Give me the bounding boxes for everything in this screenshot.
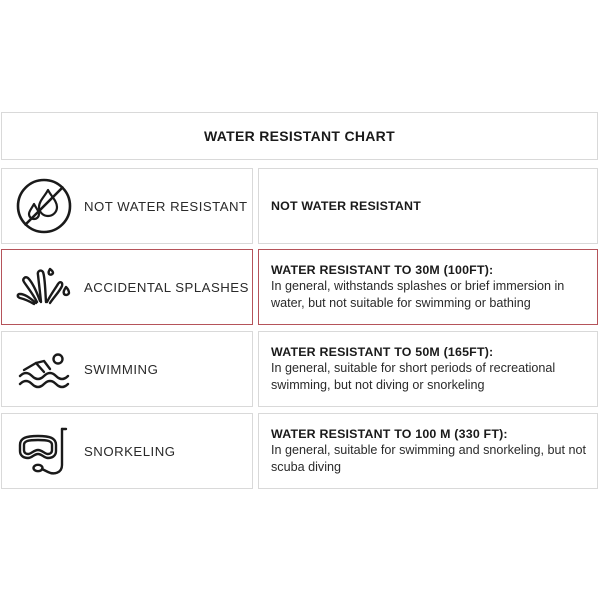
row-title: WATER RESISTANT TO 30M (100FT): [271, 262, 494, 277]
chart-header [1, 112, 598, 160]
row-label: ACCIDENTAL SPLASHES [84, 279, 249, 295]
row-description: In general, suitable for swimming and snorkeling, but not scuba diving [271, 442, 587, 474]
swimmer-icon [13, 338, 75, 400]
row-accidental-splashes-label-cell [1, 249, 253, 325]
splash-icon [13, 256, 75, 318]
row-not-water-resistant-label-cell [1, 168, 253, 244]
row-label: NOT WATER RESISTANT [84, 198, 248, 214]
chart-title: WATER RESISTANT CHART [204, 128, 395, 144]
row-accidental-splashes-detail-cell [258, 249, 598, 325]
row-swimming-detail-cell [258, 331, 598, 407]
row-label: SNORKELING [84, 443, 176, 459]
row-snorkeling-detail-cell [258, 413, 598, 489]
row-title: WATER RESISTANT TO 100 M (330 FT): [271, 426, 508, 441]
snorkel-mask-icon [13, 420, 75, 482]
row-title: WATER RESISTANT TO 50M (165FT): [271, 344, 494, 359]
no-water-icon [13, 175, 75, 237]
row-not-water-resistant-detail-cell [258, 168, 598, 244]
row-snorkeling-label-cell [1, 413, 253, 489]
row-label: SWIMMING [84, 361, 159, 377]
row-swimming-label-cell [1, 331, 253, 407]
row-description: In general, withstands splashes or brief immersion in water, but not suitable for swimming or bathing [271, 278, 565, 310]
row-description: In general, suitable for short periods of recreational swimming, but not diving or snorkeling [271, 360, 556, 392]
row-title: NOT WATER RESISTANT [271, 199, 421, 213]
